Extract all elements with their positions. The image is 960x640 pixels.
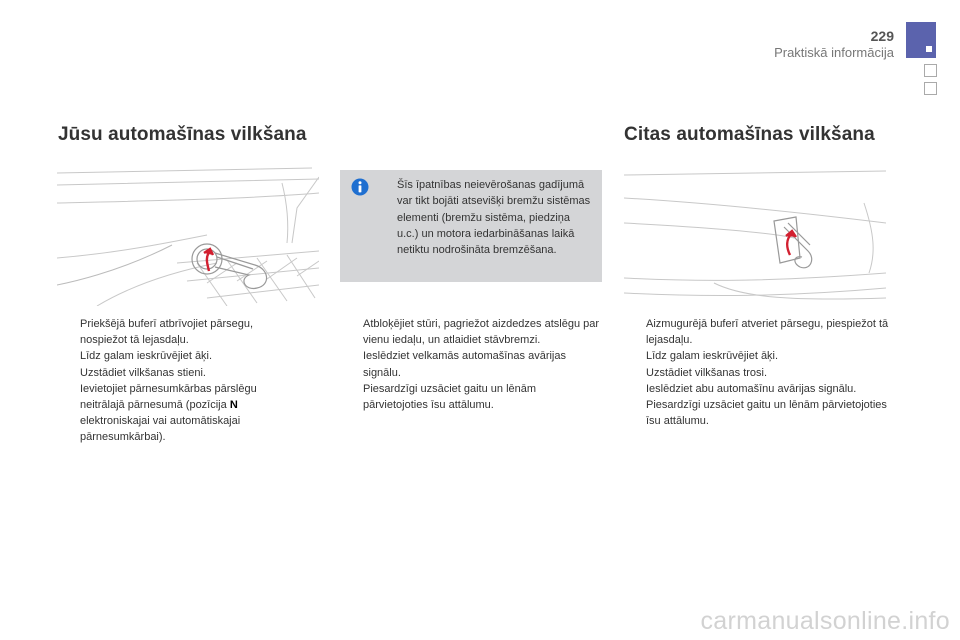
tab-box-1 <box>924 64 937 77</box>
gear-position: N <box>229 399 238 412</box>
list-item: Atbloķējiet stūri, pagriežot aizdedzes atslēgu par vienu iedaļu, un atlaidiet stāvbremzi. <box>363 318 600 347</box>
list-item: Uzstādiet vilkšanas trosi. <box>646 366 768 379</box>
left-title: Jūsu automašīnas vilkšana <box>58 124 307 145</box>
section-tab <box>906 22 936 58</box>
tab-box-2 <box>924 82 937 95</box>
list-item: Līdz galam ieskrūvējiet āķi. <box>646 350 779 363</box>
list-item: Uzstādiet vilkšanas stieni. <box>80 366 206 379</box>
list-item: Ieslēdziet abu automašīnu avārijas signālu. <box>646 382 857 395</box>
arrow-icon-rear <box>786 231 796 255</box>
right-title: Citas automašīnas vilkšana <box>624 124 875 145</box>
info-box <box>340 170 602 282</box>
info-text: Šīs īpatnības neievērošanas gadījumā var tikt bojāti atsevišķi bremžu sistēmas elementi (bremžu sistēma, piedziņa u.c.) un motora iedarbināšanas laikā netiktu nodrošināta bremzēšana. <box>397 179 591 257</box>
tow-hook-rear <box>774 217 812 268</box>
section-name: Praktiskā informācija <box>774 45 894 60</box>
list-item: Piesardzīgi uzsāciet gaitu un lēnām pārvietojoties īsu attālumu. <box>646 399 887 428</box>
list-item: Ieslēdziet velkamās automašīnas avārijas signālu. <box>363 350 566 379</box>
right-steps <box>624 316 896 429</box>
list-item: Aizmugurējā buferī atveriet pārsegu, piespiežot tā lejasdaļu. <box>646 318 889 347</box>
left-steps <box>58 316 298 446</box>
middle-steps <box>341 316 603 413</box>
page-number: 229 <box>870 28 894 44</box>
list-item: Ievietojiet pārnesumkārbas pārslēgu neitrālajā pārnesumā (pozīcija N elektroniskajai vai automātiskajai pārnesumkārbai). <box>80 382 257 444</box>
info-icon <box>351 178 369 196</box>
list-item: Piesardzīgi uzsāciet gaitu un lēnām pārvietojoties īsu attālumu. <box>363 382 537 412</box>
rear-bumper-illustration <box>624 163 886 306</box>
list-item: Līdz galam ieskrūvējiet āķi. <box>80 350 213 363</box>
list-item: Priekšējā buferī atbrīvojiet pārsegu, nospiežot tā lejasdaļu. <box>80 318 254 347</box>
tab-marker <box>926 46 932 52</box>
watermark: carmanualsonline.info <box>700 607 950 635</box>
front-bumper-illustration <box>57 163 319 306</box>
